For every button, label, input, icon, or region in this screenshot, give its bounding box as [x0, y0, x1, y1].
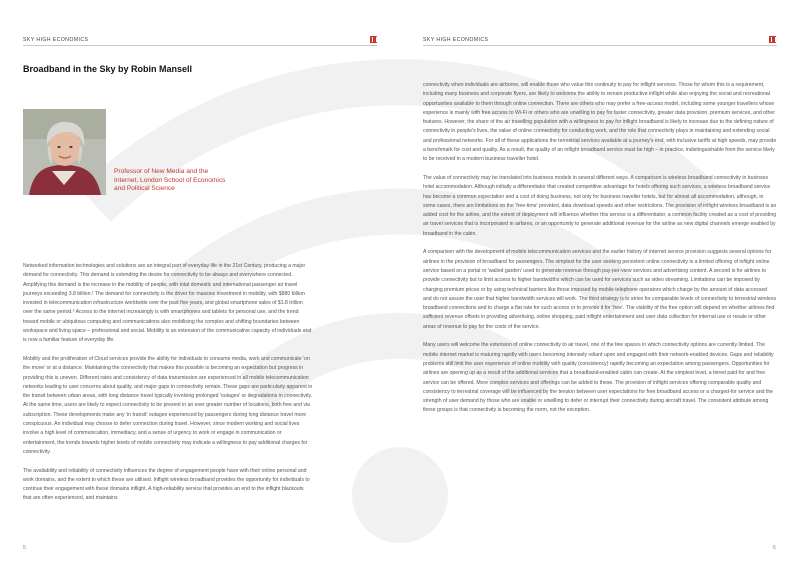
paragraph: The value of connectivity may be translated into business models in several different ways. A comparison is wireless broadband connectivity in business hotel accommodation. Although initially a differentiator that created competitive advantage for hotels offering such services, a wireless broadband service has become a common expectation and a cost of doing business, not only for business traveller hotels, but for almost all accommodation, although, in some cases, there are limitations on the 'free-time' provided, data download speeds and other restrictions. The provision of inflight wireless broadband is an added cost for the airline, and the extent of deployment will influence whether this service is a differentiator, a common facility created as a cost of providing air travel services that is incorporated in airfares, or an opportunity to generate additional revenue for the airline as new digital channels emerge enabled by broadband in the cabin. [423, 174, 777, 237]
header-rule [423, 45, 777, 46]
running-head: SKY HIGH ECONOMICS [23, 37, 89, 43]
paragraph: Networked information technologies and solutions are an integral part of everyday life in the 21st Century, producing a major demand for connectivity. This demand is extending the desire for connectivity to be always and everywhere connected. Amplifying this demand is the increase in the mobility of people, with total domestic and international passenger air travel journeys exceeding 3.8 billion.¹ The demand for connectivity is the driver for massive investment in mobility, with $880 billion invested in telecommunication infrastructure worldwide over the past five years, and global smartphone sales of $1.8 trillion over the same period.² Access to the internet increasingly is with smartphones and tablets for personal use, and the trend toward mobile or ubiquitous computing and communications also mobilising the complex and shifting boundaries between workspace and living space – professional and social. Mobility is an extension of the communicative capacity of individuals and is now a familiar feature of everyday life. [23, 263, 312, 344]
article-title: Broadband in the Sky by Robin Mansell [23, 64, 193, 74]
right-page [400, 0, 800, 566]
author-portrait [23, 109, 106, 195]
running-head: SKY HIGH ECONOMICS [423, 37, 489, 43]
right-body-text [423, 81, 777, 425]
page-number: 5 [23, 545, 26, 551]
publication-logo-icon [370, 36, 377, 43]
page-number: 6 [773, 545, 776, 551]
left-body-text [23, 262, 313, 513]
paragraph: A comparison with the development of mobile telecommunication services and the earlier history of internet service provision suggests several options for airlines in the provision of broadband for passengers. The simplest for the user seeking persistent online connectivity is a limited offering of inflight online service based on a portal or 'walled garden' used to generate revenue through pay-per-view services and advertising content. A second is for airlines to provide connectivity but to limit access to higher bandwidths which can be used for services such as video streaming. Limitations can be imposed by charging premium prices or by using technical barriers like those imposed by mobile telephone operators which charge by the amount of data accessed and do not assure the user that higher bandwidth services will work. The third strategy is to strive for comparable levels of connectivity to terrestrial wireless broadband connections and to charge a flat rate for such access or to provide it for 'free'. The viability of the free option will depend on whether airlines find sufficient revenue offsets in providing advertising, online shopping, paid inflight entertainment and user data collection for internal use or resale or other areas of revenue to pay for the costs of the service. [423, 249, 777, 330]
paragraph: The availability and reliability of connectivity influences the degree of engagement people have with their online personal and work domains, and the extent to which these are utilised. Inflight wireless broadband provides the opportunity for individuals to continue their engagement with these domains inflight. A high-reliability service that provides an end to the inflight blackouts that are often experienced, and maintains [23, 467, 310, 502]
paragraph: Many users will welcome the extension of online connectivity to air travel, one of the few spaces in which connectivity options are currently limited. The mobile internet market is maturing rapidly with users becoming intensely reliant upon and engaged with their network-enabled devices. Gaps and reliability problems still limit the user experience of online mobility with quality (consistency) rapidly becoming an expectation among passengers. Opportunities for airlines are opening up as a result of the additional services that a broadband-enabled cabin can create. At the simplest level, a tiered paid-for and free service can be offered. More complex services and offerings can be added to these. The provision of inflight services offering comparable quality and consistency to terrestrial coverage will be influenced by the tension between user expectations for free broadband access or a charged-for service and the strength of user demand by those who are unable or unwilling to defer or interrupt their connectivity during aircraft travel. The consistent attribute among these groups is that connectivity is becoming the norm, not the exception. [423, 342, 774, 414]
header-rule [23, 45, 377, 46]
paragraph: Mobility and the proliferation of Cloud services provide the ability for individuals to consume media, work and communicate 'on the move' or at a distance. Maintaining the connectivity that makes this possible is becoming an expectation but progress in providing this is uneven. Different rates and consistency of data transmission are experienced in all mobile telecommunication networks leading to user concerns about quality, and major gaps in connectivity remain. These gaps are particularly apparent in the transit between urban areas, with long distance travel typically involving prolonged 'outages' or degradations in connectivity. At the same time, users are likely to expect connectivity to be present in an ever greater number of locations, both free and via subscription. These developments make any 'in transit' outages experienced by passengers during long distance travel more conspicuous. An individual may choose to defer connection during travel. However, since modern working and social lives involve a high level of communication, immediacy, and a sense of urgency to work or engage in communication or entertainment, the trends towards higher levels of mobile connectivity may indicate a willingness to pay additional charges for connectivity. [23, 355, 313, 455]
paragraph: connectivity when individuals are airborne, will enable those who value this continuity to pay for inflight services. Those for whom this is a requirement, including many business and corporate flyers, are likely to welcome the ability to remain productive inflight while also enjoying the social and recreational opportunities available to them through online connection. There are others who may prefer a free-access model, including some younger travellers whose experience is mainly with free access to Wi-Fi or others who are unwilling to pay for faster connectivity, greater data provision, premium services, and other features. However, the share of the air travelling population with a willingness to pay for inflight broadband is likely to increase due to the defining nature of connectivity in people's lives, the value of online connectivity for conducting work, and the role that connectivity plays in maintaining and extending social and professional networks. For all of these applications the terrestrial services available at a journey's end, with inclusive tariffs at high speeds, may provide a benchmark for cost and quality. As a result, the quality of an inflight broadband service must be high – in practice, indistinguishable from the service likely to be received in a modern business traveller hotel. [423, 82, 777, 163]
author-caption: Professor of New Media and the Internet, London School of Economics and Political Science [114, 168, 226, 193]
publication-logo-icon [769, 36, 776, 43]
